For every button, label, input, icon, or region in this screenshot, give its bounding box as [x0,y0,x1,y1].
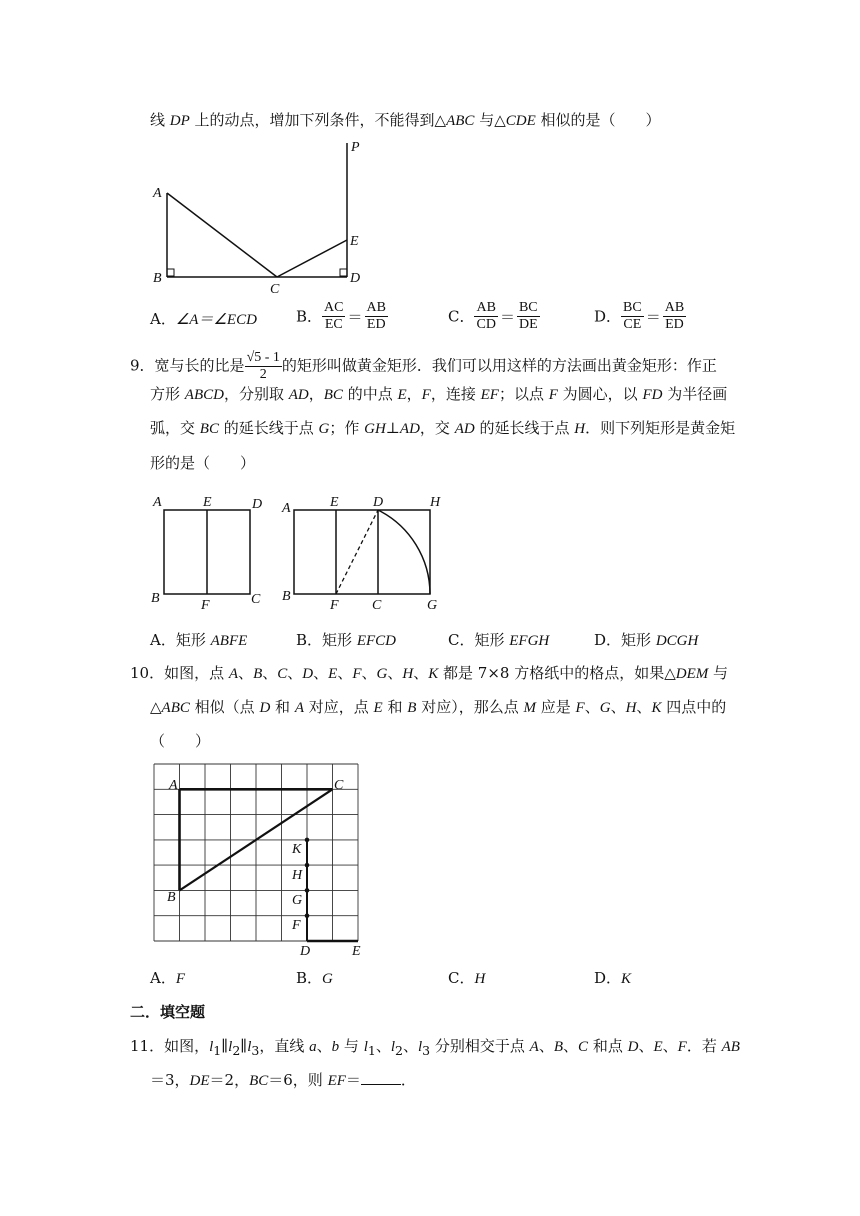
q9-fig2-label-D: D [373,495,384,510]
q9-fig2-label-B: B [282,589,291,604]
q10-label-C: C [334,778,344,793]
q8-b-frac-2: $\frac{AB}{ED}$ [366,300,386,332]
q9-fig1-label-E: E [203,495,212,510]
q11-line-2: ＝3，DE＝2，BC＝6，则 EF＝ ． [150,1071,416,1089]
q9-fig1-label-C: C [251,592,261,607]
q10-point-H [305,863,310,868]
q10-option-d[interactable]: D．K [594,969,632,987]
q9-fig1-label-F: F [201,598,210,613]
q9-rect-ABGH [294,510,430,594]
q8-label-P: P [351,140,360,155]
q9-line-2: 方形 ABCD，分别取 AD，BC 的中点 E，F，连接 EF；以点 F 为圆心，以 FD 为半径画 [150,385,728,403]
q10-line-1: 10．如图，点 A、B、C、D、E、F、G、H、K 都是 7×8 方格纸中的格点，如果△DEM 与 [130,664,729,682]
q9-fig2-label-A: A [282,501,291,516]
q10-point-G [305,888,310,893]
q8-label-B: B [153,271,162,286]
q9-line-4: 形的是（ ） [150,454,256,472]
q8-label-D: D [350,271,361,286]
q8-label-C: C [270,282,280,295]
q9-line-1: 9．宽与长的比是 $\frac{√5 - 1}{2}$ 的矩形叫做黄金矩形．我们可以用这样的方法画出黄金矩形：作正 [130,350,717,382]
q10-point-F [305,913,310,918]
q10-label-E: E [352,944,361,957]
q8-option-c[interactable]: C． $\frac{AB}{CD}$ ＝ $\frac{BC}{DE}$ [448,300,538,332]
q9-fig2-segment-FD-dashed [336,510,378,594]
q9-line-3: 弧，交 BC 的延长线于点 G；作 GH⊥AD，交 AD 的延长线于点 H．则下列矩形是黄金矩 [150,419,736,437]
q9-fig1-label-B: B [151,591,160,606]
q8-right-angle-D [340,269,347,276]
q8-label-A: A [153,186,162,201]
q8-option-a[interactable]: A．∠A＝∠ECD [150,310,257,328]
q9-fig2-arc-DG [378,510,430,594]
q10-label-A: A [169,778,178,793]
q10-label-D: D [300,944,311,957]
q9-fig2-label-H: H [430,495,441,510]
q8-segment-AC [167,193,277,277]
q10-label-F: F [292,918,301,933]
q9-fig2-label-C: C [372,598,382,613]
q9-option-b[interactable]: B．矩形 EFCD [296,631,396,649]
q11-line-1: 11．如图，$l_1\parallel l_2\parallel l_3$，直线 a、b 与 $l_1$、$l_2$、$l_3$ 分别相交于点 A、B、C 和点 D、E、F．若 AB [130,1037,740,1058]
q9-option-a[interactable]: A．矩形 ABFE [150,631,248,649]
q10-label-K: K [292,842,302,857]
q8-c-frac-1: $\frac{AB}{CD}$ [476,300,496,332]
q8-d-frac-1: $\frac{BC}{CE}$ [623,300,642,332]
q10-line-3: （ ） [150,732,211,750]
q8-b-frac-1: $\frac{AC}{EC}$ [324,300,344,332]
q9-option-d[interactable]: D．矩形 DCGH [594,631,699,649]
q9-figure-square [145,490,275,615]
q9-fig1-label-A: A [153,495,162,510]
q9-golden-ratio: $\frac{√5 - 1}{2}$ [246,350,280,382]
q10-option-a[interactable]: A．F [150,969,186,987]
q10-option-b[interactable]: B．G [296,969,333,987]
q11-answer-blank[interactable] [361,1070,401,1085]
q8-option-d[interactable]: D． $\frac{BC}{CE}$ ＝ $\frac{AB}{ED}$ [594,300,685,332]
q9-fig2-label-F: F [330,598,339,613]
q8-figure [145,135,375,295]
q9-fig2-label-E: E [330,495,339,510]
q8-right-angle-B [167,269,174,276]
q10-label-B: B [167,890,176,905]
q10-label-H: H [292,868,303,883]
q8-label-E: E [350,234,359,249]
q10-label-G: G [292,893,303,908]
q10-option-c[interactable]: C．H [448,969,486,987]
q8-segment-CE [277,240,347,277]
q8-d-frac-2: $\frac{AB}{ED}$ [664,300,685,332]
q8-c-frac-2: $\frac{BC}{DE}$ [518,300,538,332]
q9-fig1-label-D: D [252,497,263,512]
q9-fig2-label-G: G [427,598,438,613]
q9-figure-golden [278,490,453,615]
q10-point-K [305,838,310,843]
q9-option-c[interactable]: C．矩形 EFGH [448,631,550,649]
section-fill-in-heading: 二．填空题 [130,1003,206,1021]
q10-line-2: △ABC 相似（点 D 和 A 对应，点 E 和 B 对应），那么点 M 应是 F、G、H、K 四点中的 [150,698,727,716]
q10-grid-figure [150,762,370,957]
q8-option-b[interactable]: B． $\frac{AC}{EC}$ ＝ $\frac{AB}{ED}$ [296,300,386,332]
q8-stem: 线 DP 上的动点，增加下列条件，不能得到△ABC 与△CDE 相似的是（ ） [150,111,661,129]
